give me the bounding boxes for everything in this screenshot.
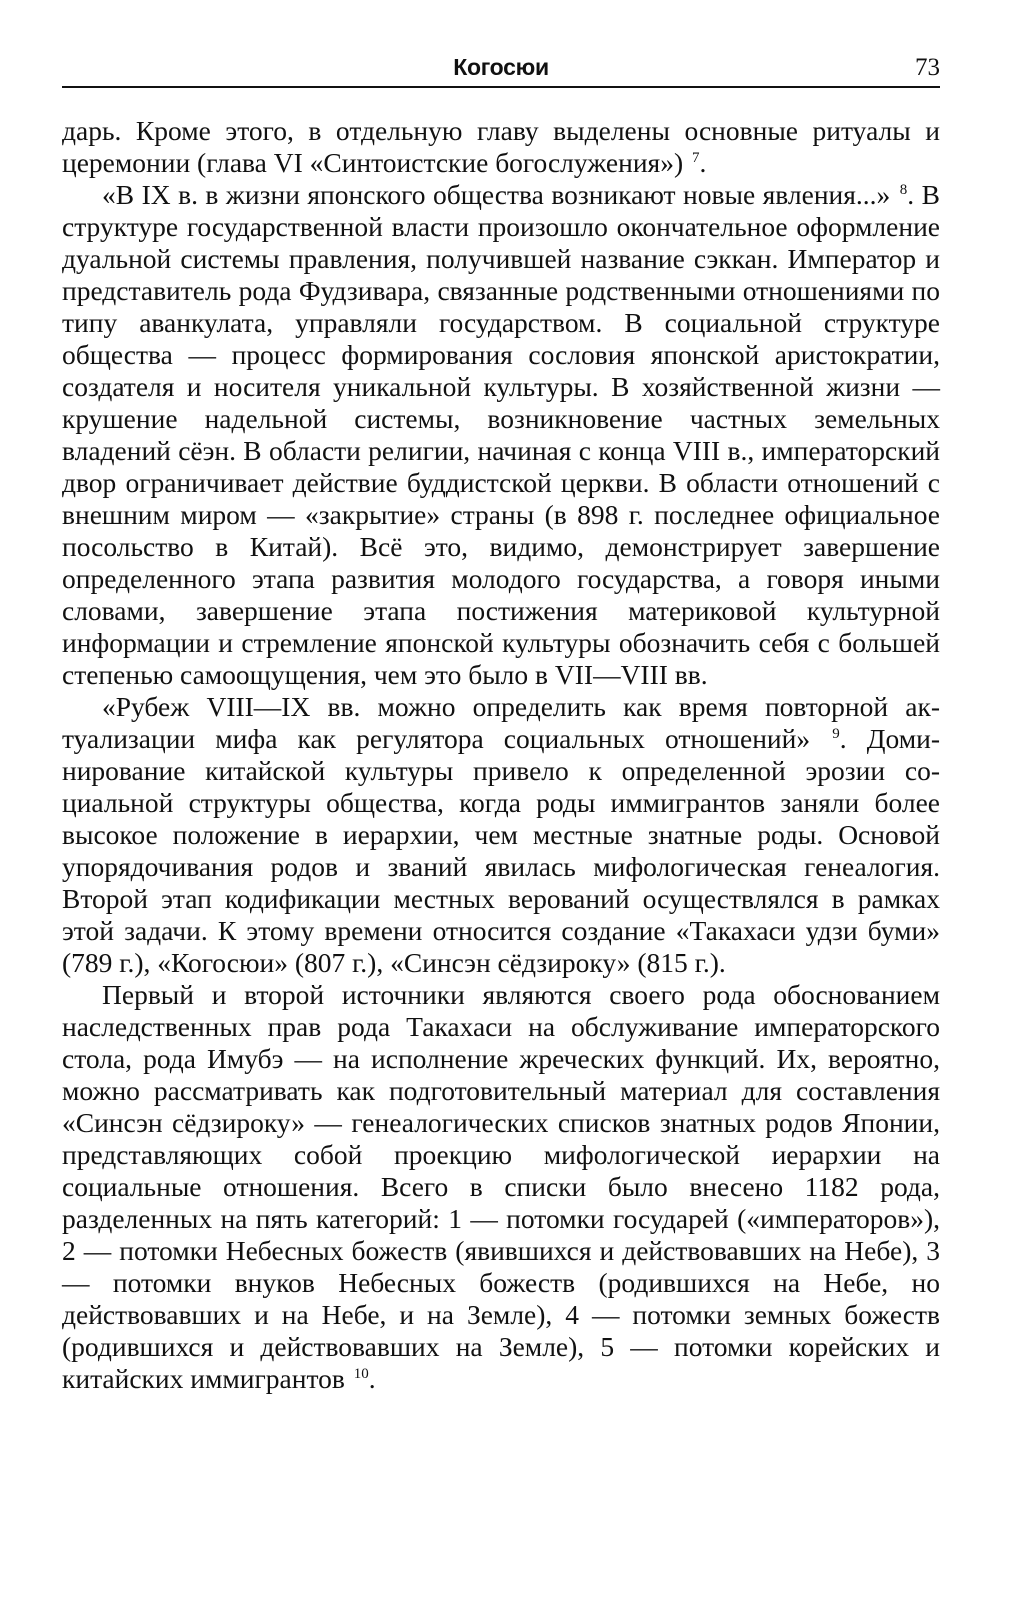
text-segment: Первый и второй источники являются своего рода обоснованием наследственных прав рода Такахаси на обслуживание императорского стола, рода Имубэ — на исполнение жреческих функций. Их, вероятно, можно рассматривать как подготовительный материал для составления «Синсэн сёдзироку» — генеалогических списков знатных родов Японии, представляющих собой проекцию мифологической иерархии на социальные отношения. Всего в списки было внесено 1182 рода, разделенных на пять категорий: 1 — потомки государей («императоров»), 2 — потомки Небесных божеств (явившихся и действовавших на Небе), 3 — потомки внуков Небесных божеств (родившихся на Небе, но действовавших и на Небе, и на Земле), 4 — потомки земных божеств (родившихся и действовавших на Земле), 5 — потомки корейских и китайских иммигрантов <box>62 979 940 1394</box>
running-title: Когосюи <box>453 54 549 80</box>
paragraph-2 <box>62 179 940 691</box>
text-segment: . <box>699 147 707 178</box>
footnote-reference: 7 <box>692 150 700 166</box>
body-text <box>62 115 940 1395</box>
footnote-reference: 10 <box>353 1366 369 1382</box>
footnote-reference: 8 <box>899 182 908 198</box>
text-segment: . <box>368 1363 376 1394</box>
paragraph-3 <box>62 691 940 979</box>
paragraph-1 <box>62 115 940 179</box>
paragraph-4 <box>62 979 940 1395</box>
page-number: 73 <box>915 54 940 81</box>
footnote-reference: 9 <box>832 726 840 742</box>
text-segment: «Рубеж VIII—IX вв. можно определить как время повторной актуализации мифа как регулятора социальных отношений» <box>62 691 940 754</box>
text-segment: дарь. Кроме этого, в отдельную главу выделены основные ритуалы и церемонии (глава VI «Синтоистские богослужения») <box>62 115 940 178</box>
text-segment: . В структуре государственной власти произошло окончательное оформление дуальной системы правления, получившей название сэккан. Император и представитель рода Фудзивара, связанные родственными отношениями по типу аванкулата, управляли государством. В социальной структуре общества — процесс формирования сословия японской аристократии, создателя и носителя уникальной культуры. В хозяйственной жизни — крушение надельной системы, возникновение частных земельных владений сёэн. В области религии, начиная с конца VIII в., императорский двор ограничивает действие буддистской церкви. В области отношений с внешним миром — «закрытие» страны (в 898 г. последнее официальное посольство в Китай). Всё это, видимо, демонстрирует завершение определенного этапа развития молодого государства, а говоря иными словами, завершение этапа постижения материковой культурной информации и стремление японской культуры обозначить себя с большей степенью самоощущения, чем это было в VII—VIII вв. <box>62 179 940 690</box>
book-page <box>62 52 940 1395</box>
text-segment: «В IX в. в жизни японского общества возникают новые явления...» <box>102 179 898 210</box>
running-head <box>62 52 940 88</box>
text-segment: . Доминирование китайской культуры привело к определенной эрозии социальной структуры общества, когда роды иммигрантов заняли более высокое положение в иерархии, чем местные знатные роды. Основой упорядочивания родов и званий явилась мифологическая генеалогия. Второй этап кодификации местных верований осуществлялся в рамках этой задачи. К этому времени относится создание «Такахаси удзи буми» (789 г.), «Когосюи» (807 г.), «Синсэн сёдзироку» (815 г.). <box>62 723 941 978</box>
